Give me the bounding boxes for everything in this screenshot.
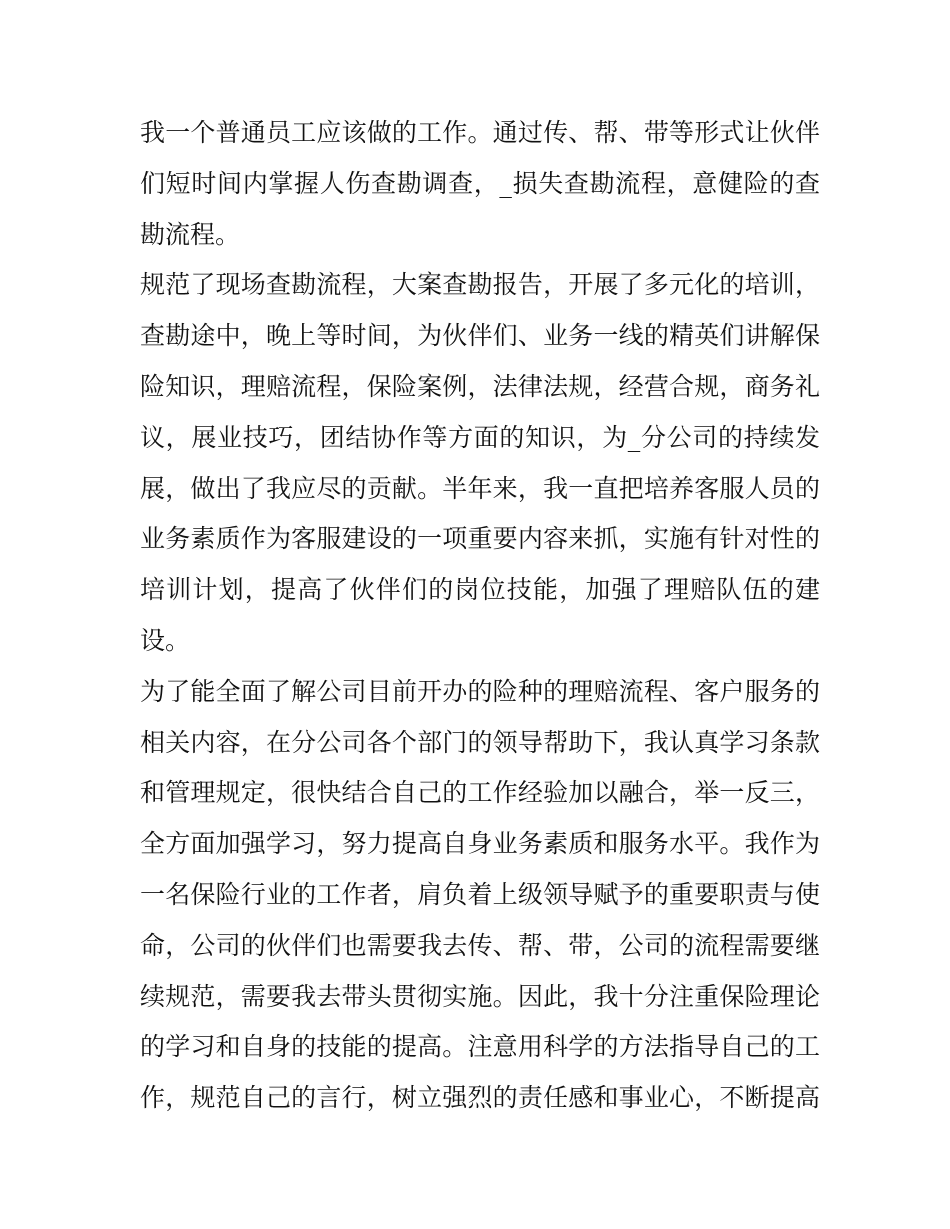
paragraph-2 [140, 260, 820, 666]
text-line: 险知识，理赔流程，保险案例，法律法规，经营合规，商务礼 [140, 371, 820, 401]
paragraph-3 [140, 667, 820, 1124]
text-line: 为了能全面了解公司目前开办的险种的理赔流程、客户服务的 [140, 676, 820, 706]
text-line: 相关内容，在分公司各个部门的领导帮助下，我认真学习条款 [140, 727, 820, 757]
text-line: 查勘途中，晚上等时间，为伙伴们、业务一线的精英们讲解保 [140, 321, 820, 351]
text-line: 规范了现场查勘流程，大案查勘报告，开展了多元化的培训， [140, 270, 820, 300]
text-line: 设。 [140, 625, 191, 655]
text-line: 我一个普通员工应该做的工作。通过传、帮、带等形式让伙伴 [140, 118, 820, 147]
text-line: 和管理规定，很快结合自己的工作经验加以融合，举一反三， [140, 778, 820, 808]
text-line: 培训计划，提高了伙伴们的岗位技能，加强了理赔队伍的建 [140, 575, 820, 605]
text-line: 命，公司的伙伴们也需要我去传、帮、带，公司的流程需要继 [140, 930, 820, 960]
text-line: 续规范，需要我去带头贯彻实施。因此，我十分注重保险理论 [140, 981, 820, 1011]
text-line: 业务素质作为客服建设的一项重要内容来抓，实施有针对性的 [140, 524, 820, 554]
text-line: 作，规范自己的言行，树立强烈的责任感和事业心，不断提高 [140, 1083, 820, 1113]
text-line: 一名保险行业的工作者，肩负着上级领导赋予的重要职责与使 [140, 879, 820, 909]
text-line: 的学习和自身的技能的提高。注意用科学的方法指导自己的工 [140, 1032, 820, 1062]
text-line: 们短时间内掌握人伤查勘调查，_损失查勘流程，意健险的查 [140, 168, 820, 198]
text-line: 展，做出了我应尽的贡献。半年来，我一直把培养客服人员的 [140, 473, 820, 503]
text-line: 全方面加强学习，努力提高自身业务素质和服务水平。我作为 [140, 829, 820, 859]
text-line: 勘流程。 [140, 219, 241, 249]
text-line: 议，展业技巧，团结协作等方面的知识，为_分公司的持续发 [140, 422, 820, 452]
paragraph-1 [140, 108, 820, 260]
document-body [140, 108, 820, 1124]
